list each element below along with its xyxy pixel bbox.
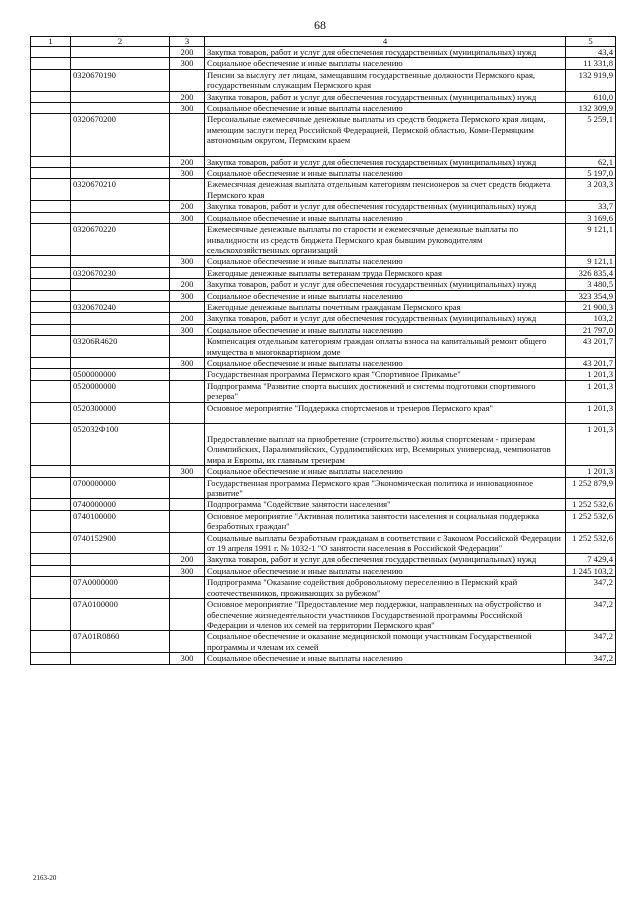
cell-blank: [31, 369, 71, 380]
cell-name: Государственная программа Пермского края "Спортивное Прикамье": [205, 369, 566, 380]
table-row: [31, 168, 616, 179]
cell-blank: [31, 510, 71, 532]
cell-expense-type: 200: [170, 554, 205, 565]
cell-blank: [31, 301, 71, 312]
cell-blank: [31, 179, 71, 201]
cell-amount: 132 309,9: [566, 103, 616, 114]
cell-expense-type: 300: [170, 168, 205, 179]
cell-expense-type: 300: [170, 58, 205, 69]
cell-name: Ежемесячная денежная выплата отдельным категориям пенсионеров за счет средств бюджета Пермского края: [205, 179, 566, 201]
cell-expense-type: [170, 336, 205, 358]
cell-blank: [31, 324, 71, 335]
table-row: [31, 201, 616, 212]
cell-target-code: [71, 357, 170, 368]
cell-blank: [31, 565, 71, 576]
cell-expense-type: 200: [170, 91, 205, 102]
cell-blank: [31, 380, 71, 402]
cell-expense-type: [170, 477, 205, 499]
cell-target-code: [71, 156, 170, 167]
table-row: [31, 402, 616, 423]
cell-blank: [31, 279, 71, 290]
cell-amount: 43 201,7: [566, 336, 616, 358]
cell-target-code: [71, 324, 170, 335]
cell-name: Социальное обеспечение и иные выплаты населению: [205, 290, 566, 301]
cell-name: Социальное обеспечение и оказание медицинской помощи участникам Государственной программы и членам их семей: [205, 631, 566, 653]
table-body: [31, 47, 616, 665]
cell-target-code: 0320670210: [71, 179, 170, 201]
cell-target-code: 0320670240: [71, 301, 170, 312]
cell-name: Ежегодные денежные выплаты ветеранам труда Пермского края: [205, 267, 566, 278]
cell-name: Закупка товаров, работ и услуг для обеспечения государственных (муниципальных) нужд: [205, 47, 566, 58]
cell-name: Закупка товаров, работ и услуг для обеспечения государственных (муниципальных) нужд: [205, 201, 566, 212]
header-col-2: 2: [71, 37, 170, 47]
cell-expense-type: 300: [170, 466, 205, 477]
table-row: [31, 114, 616, 156]
cell-amount: 347,2: [566, 577, 616, 599]
cell-expense-type: 200: [170, 279, 205, 290]
table-row: [31, 357, 616, 368]
header-col-1: 1: [31, 37, 71, 47]
cell-name: Ежемесячные денежные выплаты по старости и ежемесячные денежные выплаты по инвалидности из средств бюджета Пермского края бывшим руководителям сельскохозяйственных организаций: [205, 224, 566, 256]
cell-amount: 43,4: [566, 47, 616, 58]
cell-name: Подпрограмма "Оказание содействия добровольному переселению в Пермский край соотечественников, проживающих за рубежом": [205, 577, 566, 599]
cell-target-code: [71, 256, 170, 267]
cell-amount: 1 201,3: [566, 380, 616, 402]
table-row: [31, 532, 616, 554]
table-row: [31, 224, 616, 256]
cell-blank: [31, 653, 71, 664]
cell-target-code: [71, 290, 170, 301]
table-row: [31, 380, 616, 402]
cell-name: Закупка товаров, работ и услуг для обеспечения государственных (муниципальных) нужд: [205, 91, 566, 102]
cell-amount: 1 252 532,6: [566, 499, 616, 510]
table-row: [31, 324, 616, 335]
cell-target-code: 03206R4620: [71, 336, 170, 358]
table-row: [31, 279, 616, 290]
cell-target-code: [71, 91, 170, 102]
cell-blank: [31, 201, 71, 212]
cell-amount: 21 900,3: [566, 301, 616, 312]
cell-target-code: 0740100000: [71, 510, 170, 532]
cell-expense-type: 300: [170, 357, 205, 368]
budget-table: [30, 36, 616, 665]
cell-amount: 1 201,3: [566, 424, 616, 466]
table-row: [31, 47, 616, 58]
cell-expense-type: [170, 510, 205, 532]
table-row: [31, 424, 616, 466]
table-row: [31, 256, 616, 267]
cell-amount: 43 201,7: [566, 357, 616, 368]
table-row: [31, 599, 616, 631]
cell-name: Государственная программа Пермского края "Экономическая политика и инновационное развитие": [205, 477, 566, 499]
cell-expense-type: [170, 114, 205, 156]
cell-target-code: 0500000000: [71, 369, 170, 380]
table-row: [31, 653, 616, 664]
cell-amount: 3 203,3: [566, 179, 616, 201]
cell-amount: 1 201,3: [566, 369, 616, 380]
cell-expense-type: [170, 267, 205, 278]
header-col-4: 4: [205, 37, 566, 47]
cell-target-code: 0320670200: [71, 114, 170, 156]
cell-expense-type: 300: [170, 103, 205, 114]
cell-blank: [31, 168, 71, 179]
cell-target-code: [71, 212, 170, 223]
header-col-3: 3: [170, 37, 205, 47]
cell-target-code: 0520300000: [71, 402, 170, 423]
cell-name: Социальное обеспечение и иные выплаты населению: [205, 466, 566, 477]
table-row: [31, 179, 616, 201]
header-col-5: 5: [566, 37, 616, 47]
cell-name: Закупка товаров, работ и услуг для обеспечения государственных (муниципальных) нужд: [205, 554, 566, 565]
cell-amount: 33,7: [566, 201, 616, 212]
cell-amount: 11 331,8: [566, 58, 616, 69]
cell-amount: 1 252 532,6: [566, 532, 616, 554]
cell-name: Пенсии за выслугу лет лицам, замещавшим государственные должности Пермского края, государственным служащим Пермского края: [205, 69, 566, 91]
cell-blank: [31, 267, 71, 278]
cell-amount: 323 354,9: [566, 290, 616, 301]
cell-blank: [31, 402, 71, 423]
cell-expense-type: 200: [170, 201, 205, 212]
table-row: [31, 336, 616, 358]
cell-target-code: 0740152900: [71, 532, 170, 554]
cell-target-code: [71, 554, 170, 565]
cell-expense-type: 200: [170, 47, 205, 58]
cell-amount: 7 429,4: [566, 554, 616, 565]
cell-target-code: 07А0100000: [71, 599, 170, 631]
cell-blank: [31, 532, 71, 554]
cell-expense-type: [170, 532, 205, 554]
table-row: [31, 477, 616, 499]
cell-target-code: [71, 466, 170, 477]
cell-amount: 1 252 532,6: [566, 510, 616, 532]
cell-target-code: 052032Ф100: [71, 424, 170, 466]
cell-expense-type: 200: [170, 313, 205, 324]
cell-blank: [31, 631, 71, 653]
cell-target-code: [71, 201, 170, 212]
cell-blank: [31, 47, 71, 58]
cell-blank: [31, 212, 71, 223]
cell-expense-type: [170, 224, 205, 256]
cell-expense-type: 300: [170, 290, 205, 301]
cell-blank: [31, 114, 71, 156]
table-row: [31, 91, 616, 102]
cell-blank: [31, 554, 71, 565]
cell-amount: 610,0: [566, 91, 616, 102]
table-row: [31, 577, 616, 599]
cell-name: Социальное обеспечение и иные выплаты населению: [205, 324, 566, 335]
cell-name: Основное мероприятие "Поддержка спортсменов и тренеров Пермского края": [205, 402, 566, 423]
cell-amount: 326 835,4: [566, 267, 616, 278]
table-row: [31, 212, 616, 223]
table-row: [31, 631, 616, 653]
cell-amount: 5 197,0: [566, 168, 616, 179]
table-row: [31, 267, 616, 278]
cell-name: Закупка товаров, работ и услуг для обеспечения государственных (муниципальных) нужд: [205, 279, 566, 290]
cell-blank: [31, 477, 71, 499]
cell-expense-type: [170, 499, 205, 510]
cell-amount: 3 480,5: [566, 279, 616, 290]
cell-name: Социальное обеспечение и иные выплаты населению: [205, 357, 566, 368]
cell-name: Основное мероприятие "Активная политика занятости населения и социальная поддержка безработных граждан": [205, 510, 566, 532]
cell-expense-type: [170, 577, 205, 599]
page-number: 68: [314, 18, 326, 32]
table-row: [31, 103, 616, 114]
cell-name: Социальное обеспечение и иные выплаты населению: [205, 58, 566, 69]
cell-target-code: 0320670190: [71, 69, 170, 91]
cell-name: Основное мероприятие "Предоставление мер поддержки, направленных на обустройство и обеспечение жизнедеятельности участников Государственной программы Российской Федерации и членов их семей на территории Пермского края": [205, 599, 566, 631]
header-row: [31, 37, 616, 47]
cell-amount: 1 245 103,2: [566, 565, 616, 576]
cell-amount: 9 121,1: [566, 256, 616, 267]
cell-name: Социальное обеспечение и иные выплаты населению: [205, 565, 566, 576]
table-row: [31, 290, 616, 301]
cell-expense-type: [170, 424, 205, 466]
cell-blank: [31, 499, 71, 510]
cell-target-code: [71, 565, 170, 576]
cell-name: Социальное обеспечение и иные выплаты населению: [205, 103, 566, 114]
cell-expense-type: 300: [170, 324, 205, 335]
cell-name: Персональные ежемесячные денежные выплаты из средств бюджета Пермского края лицам, имеющим заслуги перед Российской Федерацией, Пермской областью, Коми-Пермяцким автономным округом, Пермским краем: [205, 114, 566, 156]
cell-target-code: [71, 653, 170, 664]
cell-amount: 132 919,9: [566, 69, 616, 91]
cell-amount: 103,2: [566, 313, 616, 324]
cell-amount: 21 797,0: [566, 324, 616, 335]
cell-name: Социальное обеспечение и иные выплаты населению: [205, 256, 566, 267]
cell-amount: 347,2: [566, 599, 616, 631]
cell-amount: 347,2: [566, 631, 616, 653]
cell-blank: [31, 256, 71, 267]
cell-expense-type: [170, 301, 205, 312]
table-row: [31, 156, 616, 167]
cell-name: Социальное обеспечение и иные выплаты населению: [205, 653, 566, 664]
footer-code: 2163-20: [33, 874, 57, 882]
cell-amount: 62,1: [566, 156, 616, 167]
cell-blank: [31, 91, 71, 102]
cell-name: Подпрограмма "Развитие спорта высших достижений и системы подготовки спортивного резерва": [205, 380, 566, 402]
cell-blank: [31, 103, 71, 114]
table-row: [31, 369, 616, 380]
cell-name: Социальное обеспечение и иные выплаты населению: [205, 212, 566, 223]
cell-blank: [31, 69, 71, 91]
cell-expense-type: [170, 179, 205, 201]
table-row: [31, 301, 616, 312]
cell-target-code: [71, 313, 170, 324]
cell-target-code: 0700000000: [71, 477, 170, 499]
cell-target-code: 07А01R0860: [71, 631, 170, 653]
cell-expense-type: 200: [170, 156, 205, 167]
cell-name: Ежегодные денежные выплаты почетным гражданам Пермского края: [205, 301, 566, 312]
cell-expense-type: 300: [170, 565, 205, 576]
cell-target-code: 0320670220: [71, 224, 170, 256]
cell-amount: 9 121,1: [566, 224, 616, 256]
cell-amount: 3 169,6: [566, 212, 616, 223]
cell-expense-type: [170, 69, 205, 91]
cell-blank: [31, 58, 71, 69]
cell-target-code: 0740000000: [71, 499, 170, 510]
cell-amount: 1 201,3: [566, 466, 616, 477]
cell-name: Закупка товаров, работ и услуг для обеспечения государственных (муниципальных) нужд: [205, 156, 566, 167]
table-row: [31, 58, 616, 69]
table-row: [31, 499, 616, 510]
table-row: [31, 565, 616, 576]
table-row: [31, 313, 616, 324]
cell-blank: [31, 336, 71, 358]
cell-amount: 5 259,1: [566, 114, 616, 156]
cell-name: Социальное обеспечение и иные выплаты населению: [205, 168, 566, 179]
cell-expense-type: 300: [170, 212, 205, 223]
cell-blank: [31, 224, 71, 256]
cell-blank: [31, 156, 71, 167]
cell-expense-type: 300: [170, 653, 205, 664]
table-row: [31, 466, 616, 477]
cell-name: Компенсация отдельным категориям граждан оплаты взноса на капитальный ремонт общего имущества в многоквартирном доме: [205, 336, 566, 358]
cell-blank: [31, 577, 71, 599]
cell-name: Предоставление выплат на приобретение (строительство) жилья спортсменам - призерам Олимпийских, Паралимпийских, Сурдлимпийских игр, Всемирных универсиад, чемпионатов мира и Европы, их главным тренерам: [205, 424, 566, 466]
cell-blank: [31, 313, 71, 324]
cell-blank: [31, 466, 71, 477]
cell-blank: [31, 599, 71, 631]
cell-expense-type: [170, 369, 205, 380]
cell-expense-type: [170, 631, 205, 653]
cell-amount: 1 201,3: [566, 402, 616, 423]
table-row: [31, 510, 616, 532]
cell-expense-type: [170, 380, 205, 402]
cell-blank: [31, 424, 71, 466]
cell-name: Социальные выплаты безработным гражданам в соответствии с Законом Российской Федерации от 19 апреля 1991 г. № 1032-1 "О занятости населения в Российской Федерации": [205, 532, 566, 554]
cell-target-code: 0320670230: [71, 267, 170, 278]
cell-target-code: [71, 279, 170, 290]
cell-expense-type: [170, 599, 205, 631]
cell-target-code: [71, 47, 170, 58]
cell-blank: [31, 357, 71, 368]
cell-target-code: 07А0000000: [71, 577, 170, 599]
cell-target-code: [71, 168, 170, 179]
cell-amount: 1 252 879,9: [566, 477, 616, 499]
table-row: [31, 69, 616, 91]
cell-name: Подпрограмма "Содействие занятости населения": [205, 499, 566, 510]
cell-name: Закупка товаров, работ и услуг для обеспечения государственных (муниципальных) нужд: [205, 313, 566, 324]
cell-blank: [31, 290, 71, 301]
cell-expense-type: 300: [170, 256, 205, 267]
cell-target-code: [71, 103, 170, 114]
cell-amount: 347,2: [566, 653, 616, 664]
cell-expense-type: [170, 402, 205, 423]
cell-target-code: 0520000000: [71, 380, 170, 402]
table-row: [31, 554, 616, 565]
cell-target-code: [71, 58, 170, 69]
